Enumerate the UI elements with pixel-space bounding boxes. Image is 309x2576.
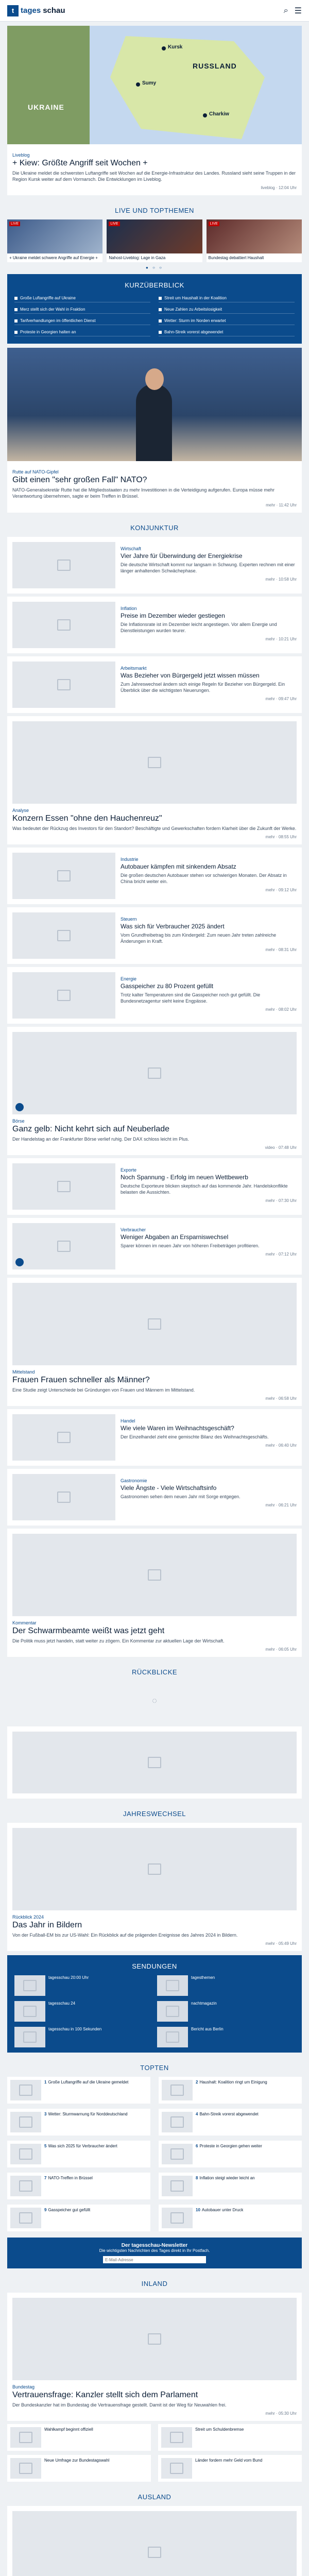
header: [0, 0, 309, 22]
bullet-icon: [14, 297, 18, 300]
rueckblick-title: RÜCKBLICKE: [131, 1668, 178, 1676]
sendungen-list: [14, 1975, 295, 2047]
image-placeholder: [12, 1828, 297, 1910]
sendung-label: nachtmagazin: [191, 2001, 217, 2006]
photo-head: [145, 368, 164, 390]
feature-kicker: Mittelstand: [12, 1369, 35, 1375]
live-image: [7, 219, 102, 253]
sendung-label: tagesschau in 100 Sekunden: [48, 2027, 102, 2032]
map-label-kursk: Kursk: [168, 44, 183, 50]
sendung-label: tagesthemen: [191, 1975, 215, 1980]
topten-text: Gasspeicher gut gefüllt: [48, 2208, 91, 2213]
live-card[interactable]: [207, 219, 302, 262]
live-section-title: LIVE UND TOPTHEMEN: [115, 207, 194, 215]
map-label-ukraine: UKRAINE: [28, 103, 64, 111]
topten-rank: 10: [196, 2208, 200, 2213]
topten-text: NATO-Treffen in Brüssel: [48, 2176, 93, 2181]
topten-rank: 4: [196, 2112, 198, 2117]
video-kicker: Börse: [12, 1118, 25, 1124]
live-card-text: Nahost-Liveblog: Lage in Gaza: [109, 256, 166, 261]
kurzueberblick-box: [7, 274, 302, 344]
article-teaser[interactable]: [7, 1409, 302, 1466]
bullet-icon: [159, 331, 162, 334]
article-meta[interactable]: mehr · 08:02 Uhr: [265, 1007, 297, 1012]
article-teaser[interactable]: [7, 1218, 302, 1275]
topten-item[interactable]: [7, 2109, 150, 2136]
map-city-dot: [203, 113, 207, 117]
newsletter-box: [7, 2238, 302, 2268]
live-card-text: Bundestag debattiert Haushalt: [208, 256, 264, 261]
image-placeholder: [12, 542, 115, 588]
kurz-item[interactable]: [159, 317, 295, 325]
topten-rank: 9: [44, 2208, 47, 2213]
image-placeholder: [157, 1975, 188, 1996]
ausland-title: AUSLAND: [138, 2493, 171, 2501]
article-teaser[interactable]: [7, 967, 302, 1024]
topten-rank: 7: [44, 2176, 47, 2181]
article-kicker: Handel: [121, 1418, 135, 1423]
map-label-charkiw: Charkiw: [209, 111, 229, 117]
live-card[interactable]: [107, 219, 202, 262]
header-actions: [284, 6, 302, 16]
topten-text: Proteste in Georgien gehen weiter: [199, 2144, 262, 2149]
hero-kicker: Liveblog: [12, 152, 30, 158]
kurz-item-text: Merz stellt sich der Wahl in Fraktion: [20, 307, 85, 312]
feature-meta[interactable]: mehr · 05:30 Uhr: [265, 2411, 297, 2416]
topten-title: TOPTEN: [140, 2064, 169, 2072]
article-teaser-text: Der Einzelhandel zieht eine gemischte Bilanz des Weihnachtsgeschäfts.: [121, 1434, 269, 1439]
article-meta[interactable]: mehr · 10:21 Uhr: [265, 636, 297, 641]
feature-teaser-text: Eine Studie zeigt Unterschiede bei Gründungen von Frauen und Männern im Mittelstand.: [12, 1387, 195, 1393]
image-placeholder: [10, 2427, 41, 2448]
article-kicker: Wirtschaft: [121, 546, 142, 551]
feature-meta[interactable]: mehr · 08:55 Uhr: [265, 834, 297, 839]
list-item-text: Streit um Schuldenbremse: [195, 2427, 244, 2432]
feature-title[interactable]: Das Jahr in Bildern: [12, 1921, 82, 1930]
logo-rest: schau: [43, 6, 65, 15]
topten-rank: 1: [44, 2080, 47, 2085]
article-teaser[interactable]: [7, 1158, 302, 1215]
image-placeholder: [10, 2176, 41, 2196]
live-image: [107, 219, 202, 253]
map-label-sumy: Sumy: [142, 80, 157, 86]
image-placeholder: [10, 2080, 41, 2100]
kurz-item-text: Tarifverhandlungen im öffentlichen Dienst: [20, 318, 96, 324]
image-placeholder: [161, 2458, 192, 2479]
logo[interactable]: [7, 5, 65, 16]
inland-title: INLAND: [141, 2280, 168, 2288]
topten-item[interactable]: [159, 2109, 302, 2136]
kurz-item[interactable]: [14, 328, 150, 336]
newsletter-title: Der tagesschau-Newsletter: [121, 2243, 188, 2249]
article-teaser-text: Vom Grundfreibetrag bis zum Kindergeld: Zum neuen Jahr treten zahlreiche Änderungen in Kraft.: [121, 932, 277, 944]
image-placeholder: [14, 1975, 45, 1996]
hero-teaser-text: Die Ukraine meldet die schwersten Luftangriffe seit Wochen auf die Energie-Infrastruktur des Landes. Russland sieht seine Truppen in der Region Kursk weiter auf dem Vormarsch. Die Entwicklungen im Liveblog.: [12, 171, 296, 182]
list-item-text: Länder fordern mehr Geld vom Bund: [195, 2458, 263, 2463]
article-meta[interactable]: mehr · 10:58 Uhr: [265, 577, 297, 582]
bullet-icon: [159, 308, 162, 311]
article-kicker: Energie: [121, 976, 137, 981]
bullet-icon: [14, 319, 18, 323]
article-title[interactable]: Wie viele Waren im Weihnachtsgeschäft?: [121, 1424, 234, 1432]
article-teaser-text: Die großen deutschen Autobauer stehen vor schwierigen Monaten. Der Absatz in China bricht weiter ein.: [121, 872, 287, 884]
feature-teaser[interactable]: [7, 716, 302, 844]
image-placeholder: [12, 2298, 297, 2380]
live-card-text: + Ukraine meldet schwere Angriffe auf Energie +: [9, 256, 98, 261]
article-teaser-text: Trotz kalter Temperaturen sind die Gasspeicher noch gut gefüllt. Die Bundesnetzagentur sieht keine Engpässe.: [121, 992, 261, 1004]
article-teaser[interactable]: [7, 656, 302, 713]
article-kicker: Verbraucher: [121, 1227, 146, 1232]
feature-teaser-text: Der Bundeskanzler hat im Bundestag die Vertrauensfrage gestellt. Damit ist der Weg für Neuwahlen frei.: [12, 2402, 227, 2408]
bullet-icon: [14, 331, 18, 334]
kurz-item-text: Wetter: Sturm im Norden erwartet: [164, 318, 226, 324]
sendungen-title: SENDUNGEN: [132, 1962, 177, 1971]
lead-teaser[interactable]: [7, 348, 302, 512]
live-badge: LIVE: [209, 222, 219, 226]
kurz-item-text: Große Luftangriffe auf Ukraine: [20, 296, 76, 301]
article-title[interactable]: Viele Ängste - Viele Wirtschaftsinfo: [121, 1484, 217, 1492]
sendung-item[interactable]: [14, 2027, 152, 2047]
topten-item[interactable]: [159, 2205, 302, 2231]
image-placeholder: [10, 2144, 41, 2164]
image-placeholder: [12, 1414, 115, 1461]
article-teaser[interactable]: [7, 1469, 302, 1526]
image-placeholder: [162, 2208, 193, 2228]
kurz-item-text: Bahn-Streik vorerst abgewendet: [164, 330, 224, 335]
bullet-icon: [159, 297, 162, 300]
article-title[interactable]: Was sich für Verbraucher 2025 ändert: [121, 922, 225, 930]
topten-item[interactable]: [7, 2141, 150, 2167]
image-placeholder: [12, 1283, 297, 1365]
article-meta[interactable]: mehr · 08:31 Uhr: [265, 947, 297, 952]
topten-text: Was sich 2025 für Verbraucher ändert: [48, 2144, 117, 2149]
topten-item[interactable]: [159, 2173, 302, 2199]
image-placeholder: [157, 2001, 188, 2022]
feature-teaser-text: Die Politik muss jetzt handeln, statt weiter zu zögern. Ein Kommentar zur aktuellen Lage der Wirtschaft.: [12, 1638, 225, 1643]
kurz-list: [14, 294, 295, 336]
list-item[interactable]: [7, 2455, 151, 2482]
bullet-icon: [159, 319, 162, 323]
lead-teaser-text: NATO-Generalsekretär Rutte hat die Mitgliedsstaaten zu mehr Investitionen in die Verteidigung aufgerufen. Europa müsse mehr Verantwortung übernehmen, sagte er beim Treffen in Brüssel.: [12, 487, 274, 499]
article-teaser-text: Deutsche Exporteure blicken skeptisch auf das kommende Jahr. Handelskonflikte belasten die Aussichten.: [121, 1183, 288, 1195]
feature-kicker: Analyse: [12, 807, 29, 813]
article-meta[interactable]: mehr · 06:40 Uhr: [265, 1443, 297, 1448]
live-badge: LIVE: [109, 222, 119, 226]
topten-text: Bahn-Streik vorerst abgewendet: [199, 2112, 259, 2117]
article-kicker: Exporte: [121, 1167, 137, 1173]
live-badge: LIVE: [9, 222, 20, 226]
image-placeholder: [10, 2458, 41, 2479]
lead-kicker: Rutte auf NATO-Gipfel: [12, 469, 59, 475]
article-teaser-text: Gastronomen sehen dem neuen Jahr mit Sorge entgegen.: [121, 1494, 241, 1499]
loading-spinner-icon: ◌: [152, 1697, 157, 1706]
sendung-item[interactable]: [14, 2001, 152, 2022]
article-title[interactable]: Was Bezieher von Bürgergeld jetzt wissen müssen: [121, 671, 260, 679]
image-placeholder: [10, 2208, 41, 2228]
sendungen-box: [7, 1955, 302, 2053]
kurz-item[interactable]: [159, 294, 295, 302]
map-land-east: [110, 36, 265, 139]
image-placeholder: [12, 1534, 297, 1616]
article-kicker: Steuern: [121, 916, 137, 922]
feature-title[interactable]: Der Schwarmbeamte weißt was jetzt geht: [12, 1626, 165, 1635]
list-item-text: Neue Umfrage zur Bundestagswahl: [44, 2458, 110, 2463]
topten-item[interactable]: [7, 2205, 150, 2231]
topten-text: Inflation steigt wieder leicht an: [199, 2176, 255, 2181]
article-teaser[interactable]: [7, 848, 302, 904]
live-strip: [0, 219, 309, 262]
image-placeholder: [14, 2001, 45, 2022]
kurz-item-text: Neue Zahlen zu Arbeitslosigkeit: [164, 307, 222, 312]
article-meta[interactable]: mehr · 09:47 Uhr: [265, 696, 297, 701]
topten-text: Autobauer unter Druck: [201, 2208, 244, 2213]
list-item[interactable]: [7, 2424, 151, 2451]
kurz-item-text: Streit um Haushalt in der Koalition: [164, 296, 227, 301]
topten-item[interactable]: [159, 2077, 302, 2104]
video-placeholder: [12, 1032, 297, 1114]
image-placeholder: [12, 662, 115, 708]
video-teaser[interactable]: [7, 1027, 302, 1155]
image-placeholder: [12, 972, 115, 1019]
article-teaser-text: Die deutsche Wirtschaft kommt nur langsam in Schwung. Experten rechnen mit einer länger anhaltenden Schwächephase.: [121, 562, 295, 573]
play-icon[interactable]: [15, 1103, 24, 1111]
article-meta[interactable]: mehr · 06:21 Uhr: [265, 1503, 297, 1508]
feature-title[interactable]: Konzern Essen "ohne den Hauchenreuz": [12, 814, 162, 823]
sendung-item[interactable]: [157, 1975, 295, 1996]
article-kicker: Gastronomie: [121, 1478, 147, 1483]
topten-list: [0, 2077, 309, 2231]
live-image: [207, 219, 302, 253]
hero-meta[interactable]: liveblog · 12:04 Uhr: [261, 185, 297, 191]
inland-list: [0, 2424, 309, 2482]
logo-tag: tages: [21, 6, 41, 15]
topten-text: Große Luftangriffe auf die Ukraine gemeldet: [48, 2080, 129, 2085]
article-teaser-text: Die Inflationsrate ist im Dezember leicht angestiegen. Vor allem Energie und Dienstleistungen wurden teurer.: [121, 621, 277, 633]
sendung-item[interactable]: [157, 2027, 295, 2047]
article-title[interactable]: Noch Spannung - Erfolg im neuen Wettbewerb: [121, 1173, 248, 1181]
sendung-label: tagesschau 24: [48, 2001, 76, 2006]
image-placeholder: [162, 2144, 193, 2164]
article-meta[interactable]: mehr · 09:12 Uhr: [265, 887, 297, 892]
konjunktur-title: KONJUNKTUR: [130, 523, 179, 532]
lead-photo: [7, 348, 302, 461]
image-placeholder: [12, 2511, 297, 2576]
bullet-icon: [14, 308, 18, 311]
feature-kicker: Kommentar: [12, 1620, 37, 1625]
feature-teaser[interactable]: [7, 2293, 302, 2421]
image-placeholder: [157, 2027, 188, 2047]
newsletter-text: Die wichtigsten Nachrichten des Tages direkt in Ihr Postfach.: [99, 2248, 210, 2253]
feature-meta[interactable]: mehr · 06:05 Uhr: [265, 1647, 297, 1652]
topten-item[interactable]: [159, 2141, 302, 2167]
image-placeholder: [162, 2112, 193, 2132]
lead-title[interactable]: Gibt einen "sehr großen Fall" NATO?: [12, 476, 147, 485]
feature-kicker: Rückblick 2024: [12, 1914, 44, 1920]
lead-meta[interactable]: mehr · 11:42 Uhr: [266, 502, 297, 507]
image-placeholder: [14, 2027, 45, 2047]
kurz-item-text: Proteste in Georgien halten an: [20, 330, 76, 335]
article-meta[interactable]: mehr · 07:12 Uhr: [265, 1251, 297, 1257]
image-placeholder: [10, 2112, 41, 2132]
list-item-text: Wahlkampf beginnt offiziell: [44, 2427, 93, 2432]
carousel-dots[interactable]: ● ○ ○: [146, 265, 163, 270]
map-city-dot: [162, 46, 166, 50]
menu-icon[interactable]: ☰: [294, 6, 302, 15]
feature-meta[interactable]: mehr · 06:58 Uhr: [265, 1396, 297, 1401]
sendung-item[interactable]: [14, 1975, 152, 1996]
video-meta[interactable]: video · 07:48 Uhr: [265, 1145, 297, 1150]
feature-teaser-text: Von der Fußball-EM bis zur US-Wahl: Ein Rückblick auf die prägenden Ereignisse des Jahres 2024 in Bildern.: [12, 1933, 238, 1938]
newsletter-email-input[interactable]: [103, 2256, 206, 2263]
image-placeholder: [12, 853, 115, 899]
article-title[interactable]: Gasspeicher zu 80 Prozent gefüllt: [121, 982, 214, 990]
article-teaser-text: Zum Jahreswechsel ändern sich einige Regeln für Bezieher von Bürgergeld. Ein Überblick über die wichtigsten Neuerungen.: [121, 681, 285, 693]
article-teaser-text: Sparer können im neuen Jahr von höheren Freibeträgen profitieren.: [121, 1243, 260, 1248]
feature-teaser[interactable]: [7, 1823, 302, 1951]
image-placeholder: [12, 912, 115, 959]
sendung-label: tagesschau 20:00 Uhr: [48, 1975, 89, 1980]
feature-teaser[interactable]: [7, 2506, 302, 2576]
feature-teaser[interactable]: [7, 1278, 302, 1406]
article-kicker: Inflation: [121, 605, 137, 611]
kurz-item[interactable]: [159, 328, 295, 336]
jahreswechsel-title: JAHRESWECHSEL: [123, 1810, 186, 1818]
hero-title[interactable]: + Kiew: Größte Angriff seit Wochen +: [12, 159, 148, 167]
image-placeholder: [12, 1163, 115, 1210]
article-title[interactable]: Autobauer kämpfen mit sinkendem Absatz: [121, 862, 236, 870]
topten-rank: 6: [196, 2144, 198, 2149]
map-land-west: [7, 26, 90, 144]
article-teaser[interactable]: [7, 907, 302, 964]
image-placeholder: [12, 721, 297, 804]
map-city-dot: [136, 82, 140, 87]
image-placeholder: [12, 1474, 115, 1520]
play-icon[interactable]: [15, 1258, 24, 1266]
article-teaser[interactable]: [7, 1726, 302, 1799]
sendung-item[interactable]: [157, 2001, 295, 2022]
topten-item[interactable]: [7, 2077, 150, 2104]
topten-rank: 5: [44, 2144, 47, 2149]
kurz-item[interactable]: [14, 306, 150, 314]
feature-title[interactable]: Vertrauensfrage: Kanzler stellt sich dem Parlament: [12, 2391, 198, 2400]
hero-map: [7, 26, 302, 144]
topten-text: Wetter: Sturmwarnung für Norddeutschland: [48, 2112, 128, 2117]
hero-teaser[interactable]: [7, 26, 302, 195]
article-teaser[interactable]: [7, 597, 302, 653]
image-placeholder: [12, 602, 115, 648]
kurz-item[interactable]: [14, 317, 150, 325]
live-card[interactable]: [7, 219, 102, 262]
article-title[interactable]: Preise im Dezember wieder gestiegen: [121, 612, 225, 619]
feature-teaser-text: Was bedeutet der Rückzug des Investors für den Standort? Beschäftigte und Gewerkschaften fordern Klarheit über die Zukunft der Werke.: [12, 825, 297, 831]
feature-title[interactable]: Frauen Frauen schneller als Männer?: [12, 1375, 150, 1384]
feature-kicker: Bundestag: [12, 2384, 35, 2390]
feature-teaser[interactable]: [7, 1529, 302, 1657]
topten-rank: 8: [196, 2176, 198, 2181]
image-placeholder: [12, 1223, 115, 1269]
topten-item[interactable]: [7, 2173, 150, 2199]
list-item[interactable]: [158, 2455, 302, 2482]
article-teaser[interactable]: [7, 537, 302, 594]
list-item[interactable]: [158, 2424, 302, 2451]
logo-mark: t: [7, 5, 19, 16]
sendung-label: Bericht aus Berlin: [191, 2027, 224, 2032]
video-title[interactable]: Ganz gelb: Nicht kehrt sich auf Neuberlade: [12, 1124, 170, 1133]
article-kicker: Arbeitsmarkt: [121, 665, 147, 671]
kurz-item[interactable]: [14, 294, 150, 302]
image-placeholder: [162, 2080, 193, 2100]
kurz-item[interactable]: [159, 306, 295, 314]
map-label-russland: RUSSLAND: [193, 62, 237, 70]
article-kicker: Industrie: [121, 856, 139, 862]
topten-text: Haushalt: Koalition ringt um Einigung: [199, 2080, 267, 2085]
article-meta[interactable]: mehr · 07:30 Uhr: [265, 1198, 297, 1204]
article-title[interactable]: Weniger Abgaben an Ersparniswechsel: [121, 1233, 229, 1241]
topten-rank: 3: [44, 2112, 47, 2117]
image-placeholder: [162, 2176, 193, 2196]
photo-person: [136, 384, 172, 461]
image-placeholder: [12, 1732, 297, 1793]
image-placeholder: [161, 2427, 192, 2448]
feature-meta[interactable]: mehr · 05:49 Uhr: [265, 1941, 297, 1946]
kurz-title: KURZÜBERBLICK: [125, 281, 184, 290]
search-icon[interactable]: ⌕: [283, 6, 288, 15]
video-teaser-text: Der Handelstag an der Frankfurter Börse verlief ruhig. Der DAX schloss leicht im Plus.: [12, 1136, 190, 1142]
topten-rank: 2: [196, 2080, 198, 2085]
article-title[interactable]: Vier Jahre für Überwindung der Energiekrise: [121, 552, 243, 560]
